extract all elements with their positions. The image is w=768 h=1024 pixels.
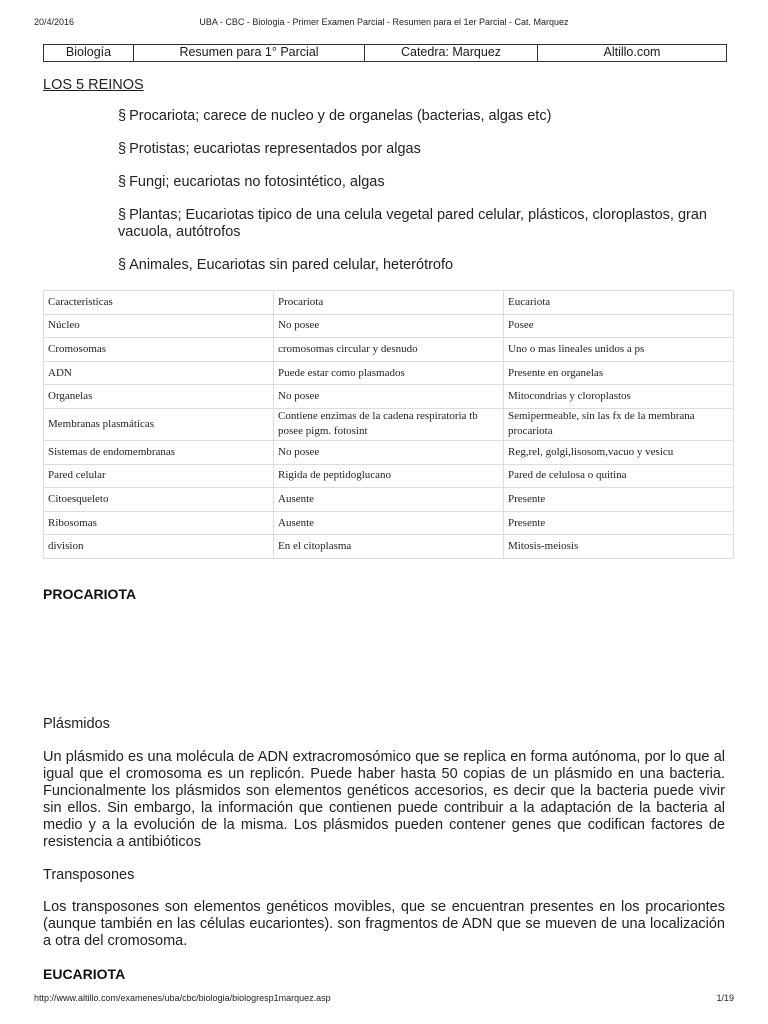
table-cell: Rigida de peptidoglucano [274,464,504,488]
reino-text: Protistas; eucariotas representados por algas [129,141,421,157]
plasmidos-title: Plásmidos [43,716,110,732]
table-cell: ADN [44,361,274,385]
reino-item [118,141,728,158]
document-header-table [43,44,727,62]
table-row [44,535,734,559]
table-cell: Sistemas de endomembranas [44,440,274,464]
reinos-title: LOS 5 REINOS [43,77,144,93]
table-row [44,314,734,338]
table-cell: No posee [274,440,504,464]
table-cell: Presente en organelas [504,361,734,385]
table-cell: division [44,535,274,559]
reinos-list [118,108,728,290]
table-header-cell: Eucariota [504,291,734,315]
table-header-row [44,291,734,315]
print-footer [34,993,734,1007]
table-cell: Posee [504,314,734,338]
table-row [44,408,734,440]
table-cell: Presente [504,488,734,512]
table-header-cell: Procariota [274,291,504,315]
table-cell: Reg,rel, golgi,lisosom,vacuo y vesicu [504,440,734,464]
section-mark: § [118,257,127,273]
table-cell: Pared celular [44,464,274,488]
reino-text: Animales, Eucariotas sin pared celular, heterótrofo [129,257,454,273]
header-source: Altillo.com [538,45,727,62]
reino-item [118,174,728,191]
reino-text: Fungi; eucariotas no fotosintético, algas [129,174,385,190]
table-cell: Pared de celulosa o quitina [504,464,734,488]
table-row [44,338,734,362]
table-cell: Mitosis-meiosis [504,535,734,559]
table-cell: Mitocondrias y cloroplastos [504,385,734,409]
section-mark: § [118,108,127,124]
table-cell: Puede estar como plasmados [274,361,504,385]
table-cell: Cromosomas [44,338,274,362]
table-cell: En el citoplasma [274,535,504,559]
page-number: 1/19 [716,993,734,1003]
plasmidos-paragraph: Un plásmido es una molécula de ADN extracromosómico que se replica en forma autónoma, por lo que al igual que el cromosoma es un replicón. Puede haber hasta 50 copias de un plásmido en una bacteria. Funcionalmente los plásmidos son elementos genéticos accesorios, es decir que la bacteria puede vivir sin ellos. Sin embargo, la información que contienen puede contribuir a la adaptación de la bacteria al medio y a la evolución de la misma. Los plásmidos pueden contener genes que codifican factores de resistencia a antibióticos [43,749,725,850]
table-row [44,511,734,535]
header-catedra: Catedra: Marquez [365,45,538,62]
reino-text: Procariota; carece de nucleo y de organelas (bacterias, algas etc) [129,108,552,124]
print-date: 20/4/2016 [34,17,75,27]
table-cell: No posee [274,385,504,409]
table-cell: Citoesqueleto [44,488,274,512]
table-cell: Organelas [44,385,274,409]
section-mark: § [118,207,127,223]
table-cell: Contiene enzimas de la cadena respiratoria tb posee pigm. fotosint [274,408,504,440]
eucariota-title: EUCARIOTA [43,966,126,982]
table-cell: Ausente [274,511,504,535]
comparison-table [43,290,734,559]
table-cell: cromosomas circular y desnudo [274,338,504,362]
reino-item [118,207,728,241]
table-cell: Ribosomas [44,511,274,535]
procariota-title: PROCARIOTA [43,586,137,602]
section-mark: § [118,174,127,190]
table-cell: Uno o mas lineales unidos a ps [504,338,734,362]
table-row [44,385,734,409]
transposones-title: Transposones [43,867,135,883]
table-cell: Ausente [274,488,504,512]
print-url: http://www.altillo.com/examenes/uba/cbc/biologia/biologresp1marquez.asp [34,993,331,1003]
table-header-cell: Caracteristicas [44,291,274,315]
table-row [44,361,734,385]
section-mark: § [118,141,127,157]
table-row [44,440,734,464]
header-doc-type: Resumen para 1° Parcial [134,45,365,62]
print-page-title: UBA - CBC - Biologia - Primer Examen Parcial - Resumen para el 1er Parcial - Cat. Marquez [199,17,569,27]
table-cell: Semipermeable, sin las fx de la membrana procariota [504,408,734,440]
table-cell: No posee [274,314,504,338]
transposones-paragraph: Los transposones son elementos genéticos movibles, que se encuentran presentes en los procariontes (aunque también en las células eucariontes). son fragmentos de ADN que se mueven de una localización a otra del cromosoma. [43,899,725,949]
reino-item [118,257,728,274]
table-cell: Membranas plasmáticas [44,408,274,440]
reino-item [118,108,728,125]
table-cell: Presente [504,511,734,535]
table-row [44,488,734,512]
table-row [44,464,734,488]
print-header [34,17,734,31]
header-subject: Biología [44,45,134,62]
table-cell: Núcleo [44,314,274,338]
reino-text: Plantas; Eucariotas tipico de una celula vegetal pared celular, plásticos, cloroplastos, gran vacuola, autótrofos [118,207,707,240]
